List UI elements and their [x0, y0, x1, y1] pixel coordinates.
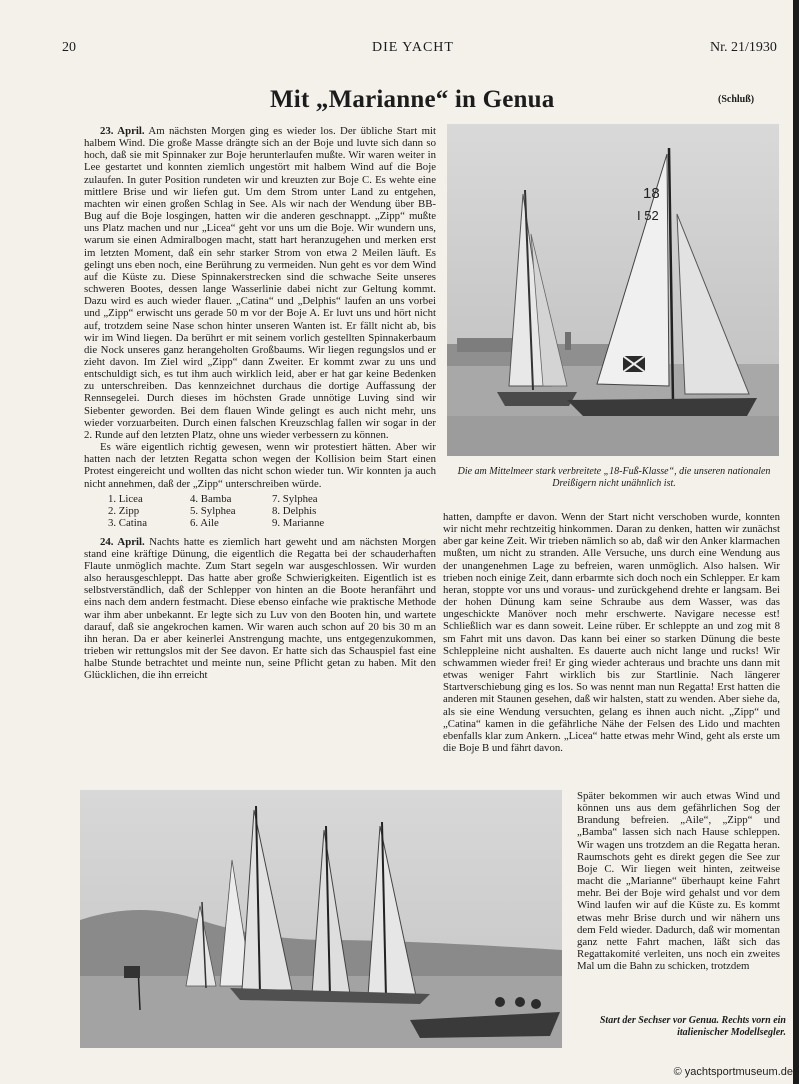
- paragraph-april-24: [84, 536, 436, 682]
- right-column-narrow: [577, 790, 780, 972]
- result-item: 2. Zipp: [108, 504, 140, 517]
- photo-18-foot-class: [447, 124, 779, 456]
- paragraph-later: Später bekommen wir auch etwas Wind und können uns aus dem gefährlichen Sog der Brandung befreien. „Aile“, „Zipp“ und „Bamba“ lassen sich nach Hause schleppen. Wir wagen uns trotzdem an die Regatta heran. Raumschots geht es direkt gegen die See zur Boje C. Wir liegen weit hinten, zeitweise macht die „Marianne“ überhaupt keine Fahrt mehr. Bei der Boje wird gehalst und vor dem Wind laufen wir auf die Küste zu. Es kommt etwas mehr Brise durch und wir nähern uns dem Feld wieder. Dadurch, daß wir momentan ganz nette Fahrt machen, läßt sich das Regattakomité verleiten, uns noch ein zweites Mal um die Bahn zu schicken, trotzdem: [577, 790, 780, 973]
- sailboats-photo: [447, 124, 779, 456]
- scan-edge: [793, 0, 799, 1084]
- paragraph-protest: Es wäre eigentlich richtig gewesen, wenn wir protestiert hätten. Aber wir hatten nach der letzten Regatta schon wegen der Kollision beim Start einen Protest eingereicht und wollten das nicht schon wieder tun. Wir konnten ja auch nicht annehmen, daß der „Zipp“ unterschreiben würde.: [84, 441, 436, 490]
- paragraph-april-23: [84, 125, 436, 441]
- sail-number: 18: [643, 185, 660, 202]
- left-column: [84, 125, 436, 681]
- paragraph-text: Am nächsten Morgen ging es wieder los. Der übliche Start mit halbem Wind. Die große Masse drängte sich an der Boje und luvte sich dann so hoch, daß sie mit Spinnaker zur Boje herunterlaufen mußte. Wir waren weiter in Lee gestartet und konnten ziemlich ungestört mit halbem Wind auf die Boje zulaufen. In guter Position rundeten wir und kreuzten zur Boje C. Es wehte eine mittlere Brise und wir liefen gut. Um dem Strom unter Land zu entgehen, machten wir einen großen Schlag in See. Als wir nach der Wendung über BB-Bug auf die Boje losgingen, hatten wir die anderen geschnappt. „Zipp“ mußte uns Platz machen und nur „Licea“ geht vor uns um die Boje. Wir wundern uns, warum sie einen Admiralbogen macht, statt hart heranzugehen und merken erst im letzten Moment, daß ein sehr starker Strom von etwa 2 Meilen läuft. Es gelingt uns eben noch, eine Berührung zu vermeiden. Nun geht es vor dem Wind auf die Küste zu. Diese Spinnakerstrecken sind die schwache Seite unseres schweren Bootes, dessen lange Wasserlinie dabei nicht zur Geltung kommt. Dazu wird es auch wieder flauer. „Catina“ und „Delphis“ laufen an uns vorbei und „Zipp“ erwischt uns gerade 50 m vor der Boje A. Er luvt uns und hört nicht auf, trotzdem seine Nase schon hinter unseren Wanten ist. Er fällt nicht ab, bis wir im Wind liegen. Da berührt er mit seinem vorlich gestellten Spinnakerbaum die Nock unseres ganz herangeholten Großbaums. Wir liegen regungslos und er zieht davon. Im Ziel wird „Zipp“ dann Zweiter. Er kommt zwar zu uns und entschuldigt sich, es tut ihm auch wirklich leid, aber er hat gar keine Bedenken zu unterschreiben. Das kennzeichnet durchaus die dortige Auffassung der Rennsegelei. Durch dieses im höchsten Grade unnötige Luving sind wir Siebenter geworden. Bei dem flauen Winde gelingt es auch nicht mehr, uns wieder vorzuarbeiten. Durch einen falschen Kreuzschlag fallen wir sogar in der 2. Runde auf den letzten Platz, ohne uns wieder verbessern zu können.: [84, 125, 436, 441]
- result-item: 9. Marianne: [272, 517, 325, 530]
- result-item: 7. Sylphea: [272, 492, 318, 505]
- caption-top-photo: Die am Mittelmeer stark verbreitete „18-Fuß-Klasse“, die unseren nationalen Dreißigern nicht unähnlich ist.: [457, 466, 771, 489]
- continued-note: (Schluß): [718, 94, 755, 105]
- caption-bottom-photo: Start der Sechser vor Genua. Rechts vorn ein italienischer Modellsegler.: [599, 1015, 786, 1038]
- page-number: 20: [62, 40, 76, 55]
- photo-start-genoa: [80, 790, 562, 1048]
- watermark: © yachtsportmuseum.de: [673, 1066, 793, 1078]
- article-title: Mit „Marianne“ in Genua: [270, 86, 555, 113]
- result-item: 1. Licea: [108, 492, 143, 505]
- date-april-24: 24. April.: [100, 535, 145, 548]
- paragraph-text: Nachts hatte es ziemlich hart geweht und am nächsten Morgen stand eine kräftige Dünung, die eigentlich die Regatta bei der schauderhaften Flaute unmöglich machte. Zum Start segeln war ausgeschlossen. Wir wurden also herausgeschleppt. Das hatte aber große Schwierigkeiten. Eigentlich ist es selbstverständlich, daß der Schlepper von hinten an die Boote heranfährt und eins nach dem andern festmacht. Diese ebenso einfache wie praktische Methode war ihm aber unbekannt. Er legte sich zu Luv von den Booten hin, und wartete darauf, daß sie angekrochen kamen. Wir waren auch schon auf 20 bis 30 m an ihn heran. Da er aber keinerlei Anstrengung machte, uns entgegenzukommen, trieben wir rettungslos mit der See davon. Er hatte sich das Schauspiel fast eine halbe Stunde betrachtet und meinte nun, seine Pflicht getan zu haben. Mit den Glücklichen, die ihn erreicht: [84, 535, 436, 682]
- result-item: 5. Sylphea: [190, 504, 236, 517]
- sail-id: I 52: [637, 208, 659, 223]
- result-item: 6. Aile: [190, 517, 219, 530]
- result-item: 4. Bamba: [190, 492, 232, 505]
- date-april-23: 23. April.: [100, 125, 145, 137]
- regatta-start-photo: [80, 790, 562, 1048]
- result-item: 8. Delphis: [272, 504, 317, 517]
- race-results: [108, 493, 436, 530]
- paragraph-continued: hatten, dampfte er davon. Wenn der Start nicht verschoben wurde, konnten wir nicht mehr rechtzeitig hinkommen. Daran zu denken, hatten wir zunächst aber gar keine Zeit. Wir trieben nämlich so ab, daß wir den Anker klarmachen mußten, um nicht zu stranden. Alle Versuche, uns durch eine Wendung aus der unangenehmen Lage zu befreien, waren unmöglich. Also halsen. Wir trieben noch einige Zeit, dann erbarmte sich doch noch ein Schlepper. Er kam heran, stoppte vor uns und voraus- und zurückgehend drehte er langsam. Bei der hohen Dünung kam seine Schraube aus dem Wasser, was das ungeschickte Manöver noch mehr erschwerte. Navigare necesse est! Schließlich war es dann soweit. Leine rüber. Er schleppte an und zog mit 8 sm Fahrt mit uns davon. Das kann bei einer so starken Dünung die beste Schleppleine nicht aushalten. Es dauerte auch nicht lange und rucks! Wir schwammen wieder frei! Er ging wieder achteraus und brachte uns dann mit etwas weniger Fahrt wirklich bis zur Startlinie. Nach längerer Startverschiebung ging es los. So was nennt man nun Regatta! Erst hatten die anderen mit Staunen gesehen, daß wir halsten, statt zu wenden. Aber siehe da, als sie eine Wendung versuchten, gelang es ihnen auch nicht. „Zipp“ und „Catina“ kamen in die gefährliche Nähe der Felsen des Lido und machten ebenfalls klar zum Ankern. „Licea“ hatte etwas mehr Wind, geht als erste um die Boje B und fährt davon.: [443, 511, 780, 754]
- magazine-name: DIE YACHT: [372, 40, 454, 55]
- issue-number: Nr. 21/1930: [710, 40, 777, 55]
- result-item: 3. Catina: [108, 517, 147, 530]
- right-column: [443, 511, 780, 754]
